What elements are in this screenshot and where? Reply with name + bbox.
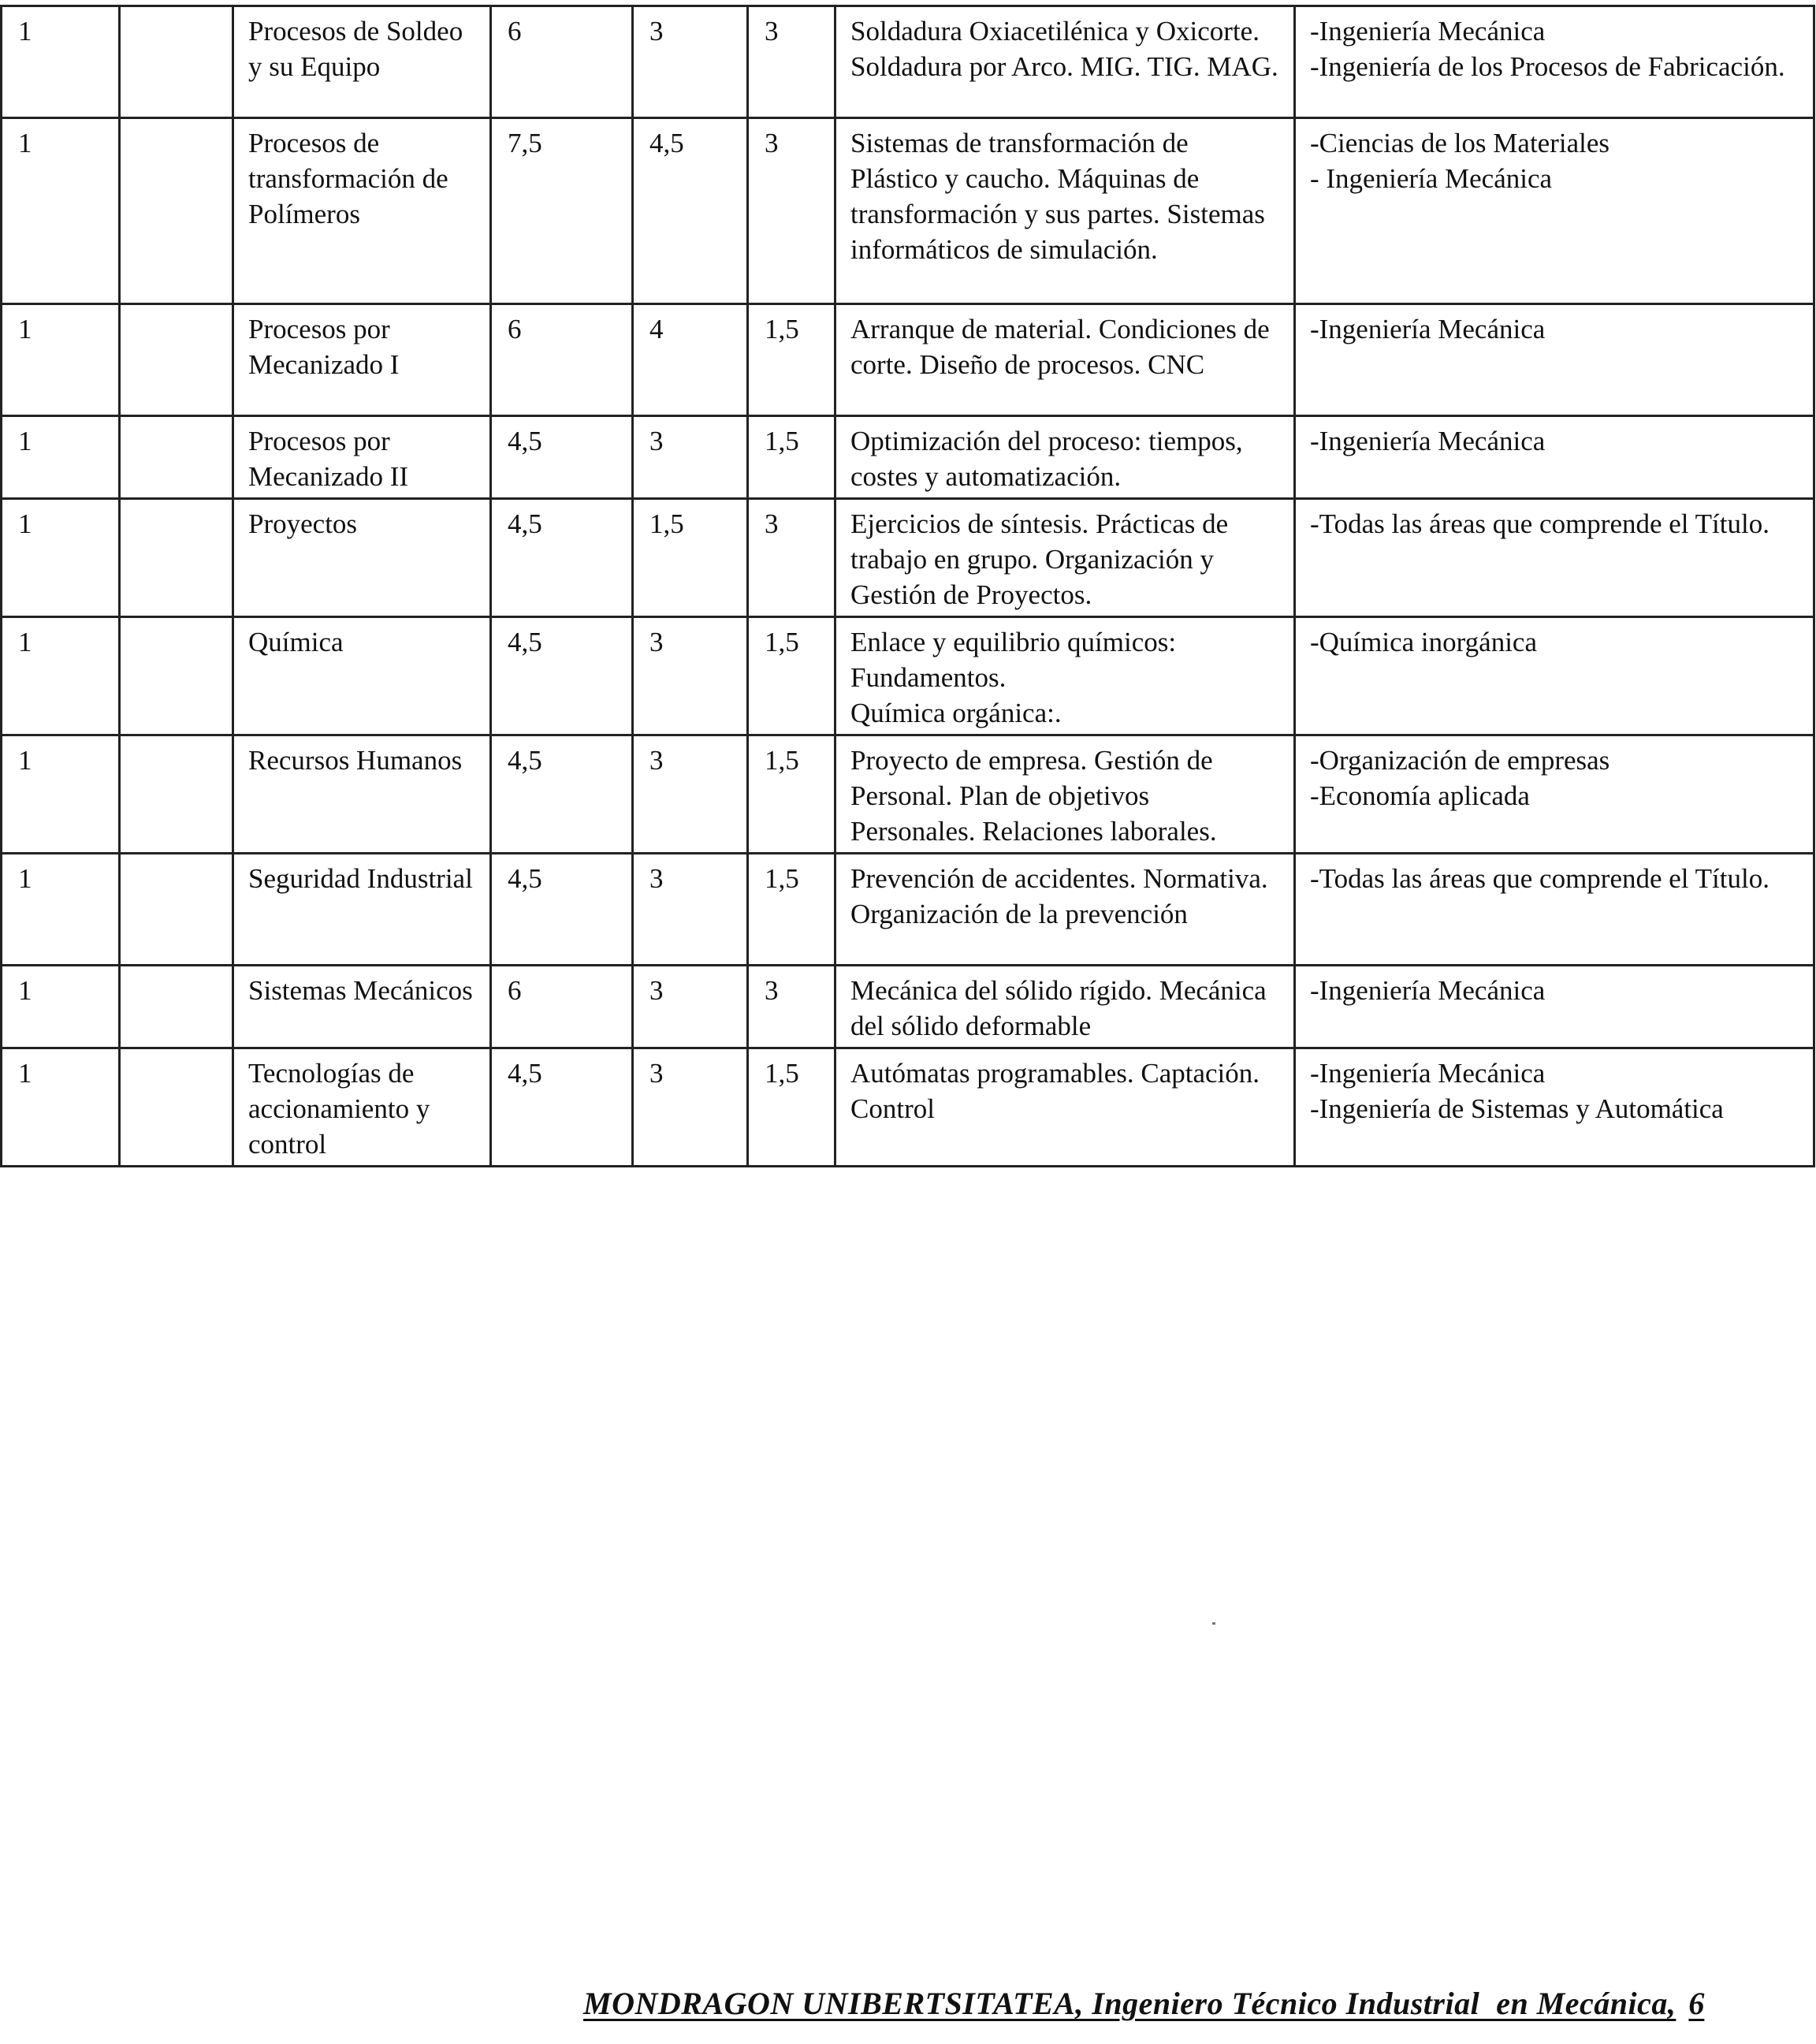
credits-theory-cell: 3 [633,617,748,735]
credits-theory-cell: 3 [633,735,748,854]
credits-practice-cell: 1,5 [748,1048,835,1167]
subject-cell: Seguridad Industrial [233,854,491,966]
cuatrimestre-cell [120,735,233,854]
credits-practice-cell: 3 [748,118,835,304]
knowledge-areas-cell [1295,735,1814,854]
description-line: Soldadura Oxiacetilénica y Oxicorte. Soldadura por Arco. MIG. TIG. MAG. [850,16,1278,82]
knowledge-areas-cell [1295,416,1814,499]
course-cell: 1 [2,118,120,304]
credits-total-cell: 4,5 [491,499,633,617]
credits-total-cell: 6 [491,966,633,1048]
course-cell: 1 [2,1048,120,1167]
credits-total-cell: 4,5 [491,1048,633,1167]
course-cell: 1 [2,854,120,966]
subject-cell: Procesos de Soldeo y su Equipo [233,6,491,118]
cuatrimestre-cell [120,499,233,617]
knowledge-area-line: -Química inorgánica [1310,627,1537,657]
course-cell: 1 [2,735,120,854]
credits-theory-cell: 3 [633,416,748,499]
credits-total-cell: 6 [491,304,633,416]
description-line: Autómatas programables. Captación. Control [850,1058,1260,1124]
credits-theory-cell: 3 [633,854,748,966]
credits-total-cell: 4,5 [491,617,633,735]
subject-cell: Procesos de transformación de Polímeros [233,118,491,304]
table-row [2,6,1814,118]
description-cell [835,499,1295,617]
page-number: 6 [1688,1986,1705,2021]
page-footer [583,1985,1704,2022]
knowledge-area-line: -Ingeniería Mecánica [1310,975,1546,1006]
credits-practice-cell: 1,5 [748,304,835,416]
description-cell [835,1048,1295,1167]
credits-total-cell: 7,5 [491,118,633,304]
credits-practice-cell: 3 [748,966,835,1048]
subject-cell: Procesos por Mecanizado I [233,304,491,416]
knowledge-areas-cell [1295,6,1814,118]
course-cell: 1 [2,499,120,617]
description-line: Mecánica del sólido rígido. Mecánica del sólido deformable [850,975,1267,1041]
scan-speck [1212,1622,1215,1625]
credits-practice-cell: 1,5 [748,854,835,966]
cuatrimestre-cell [120,854,233,966]
footer-title: MONDRAGON UNIBERTSITATEA, Ingeniero Técnico Industrial en Mecánica, [583,1986,1676,2021]
credits-practice-cell: 3 [748,499,835,617]
description-line: Prevención de accidentes. Normativa. Organización de la prevención [850,863,1268,929]
table-row [2,966,1814,1048]
subject-cell: Química [233,617,491,735]
knowledge-area-line: -Todas las áreas que comprende el Título. [1310,508,1769,539]
knowledge-areas-cell [1295,1048,1814,1167]
knowledge-areas-cell [1295,304,1814,416]
credits-total-cell: 4,5 [491,735,633,854]
knowledge-area-line: -Ingeniería Mecánica [1310,1058,1546,1089]
subject-cell: Proyectos [233,499,491,617]
table-row [2,416,1814,499]
course-cell: 1 [2,966,120,1048]
credits-theory-cell: 1,5 [633,499,748,617]
description-line: Enlace y equilibrio químicos: Fundamentos. [850,627,1177,693]
credits-practice-cell: 3 [748,6,835,118]
description-line: Proyecto de empresa. Gestión de Personal. Plan de objetivos Personales. Relaciones laborales. [850,745,1217,847]
knowledge-areas-cell [1295,617,1814,735]
description-line: Arranque de material. Condiciones de corte. Diseño de procesos. CNC [850,314,1270,380]
course-cell: 1 [2,6,120,118]
credits-theory-cell: 3 [633,1048,748,1167]
subject-cell: Recursos Humanos [233,735,491,854]
knowledge-area-line: -Ingeniería de Sistemas y Automática [1310,1093,1724,1124]
credits-total-cell: 4,5 [491,416,633,499]
course-cell: 1 [2,304,120,416]
credits-theory-cell: 3 [633,966,748,1048]
knowledge-areas-cell [1295,966,1814,1048]
knowledge-area-line: -Ingeniería Mecánica [1310,314,1546,344]
knowledge-areas-cell [1295,499,1814,617]
description-cell [835,118,1295,304]
description-cell [835,304,1295,416]
credits-total-cell: 4,5 [491,854,633,966]
credits-theory-cell: 4 [633,304,748,416]
table-row [2,1048,1814,1167]
credits-practice-cell: 1,5 [748,617,835,735]
table-body [2,6,1814,1167]
credits-practice-cell: 1,5 [748,735,835,854]
cuatrimestre-cell [120,304,233,416]
knowledge-area-line: - Ingeniería Mecánica [1310,163,1553,194]
description-line: Sistemas de transformación de Plástico y caucho. Máquinas de transformación y sus partes. Sistemas informáticos de simulación. [850,128,1265,265]
cuatrimestre-cell [120,6,233,118]
knowledge-areas-cell [1295,118,1814,304]
cuatrimestre-cell [120,617,233,735]
course-cell: 1 [2,617,120,735]
credits-practice-cell: 1,5 [748,416,835,499]
description-cell [835,416,1295,499]
credits-theory-cell: 4,5 [633,118,748,304]
knowledge-area-line: -Organización de empresas [1310,745,1610,776]
description-cell [835,735,1295,854]
table-row [2,118,1814,304]
credits-total-cell: 6 [491,6,633,118]
cuatrimestre-cell [120,1048,233,1167]
description-cell [835,617,1295,735]
subject-cell: Tecnologías de accionamiento y control [233,1048,491,1167]
subject-cell: Procesos por Mecanizado II [233,416,491,499]
description-line: Ejercicios de síntesis. Prácticas de trabajo en grupo. Organización y Gestión de Proyectos. [850,508,1229,610]
credits-theory-cell: 3 [633,6,748,118]
knowledge-area-line: -Ingeniería Mecánica [1310,426,1546,456]
description-cell [835,966,1295,1048]
subject-cell: Sistemas Mecánicos [233,966,491,1048]
cuatrimestre-cell [120,966,233,1048]
course-cell: 1 [2,416,120,499]
description-cell [835,854,1295,966]
table-row [2,304,1814,416]
table-row [2,617,1814,735]
knowledge-area-line: -Economía aplicada [1310,780,1530,811]
knowledge-area-line: -Ingeniería Mecánica [1310,16,1546,47]
knowledge-area-line: -Todas las áreas que comprende el Título. [1310,863,1769,894]
table-row [2,499,1814,617]
description-line: Química orgánica:. [850,698,1062,728]
table-row [2,854,1814,966]
knowledge-area-line: -Ciencias de los Materiales [1310,128,1610,158]
description-cell [835,6,1295,118]
knowledge-areas-cell [1295,854,1814,966]
cuatrimestre-cell [120,118,233,304]
cuatrimestre-cell [120,416,233,499]
knowledge-area-line: -Ingeniería de los Procesos de Fabricación. [1310,51,1785,82]
table-row [2,735,1814,854]
description-line: Optimización del proceso: tiempos, costes y automatización. [850,426,1243,492]
curriculum-table [0,5,1815,1167]
